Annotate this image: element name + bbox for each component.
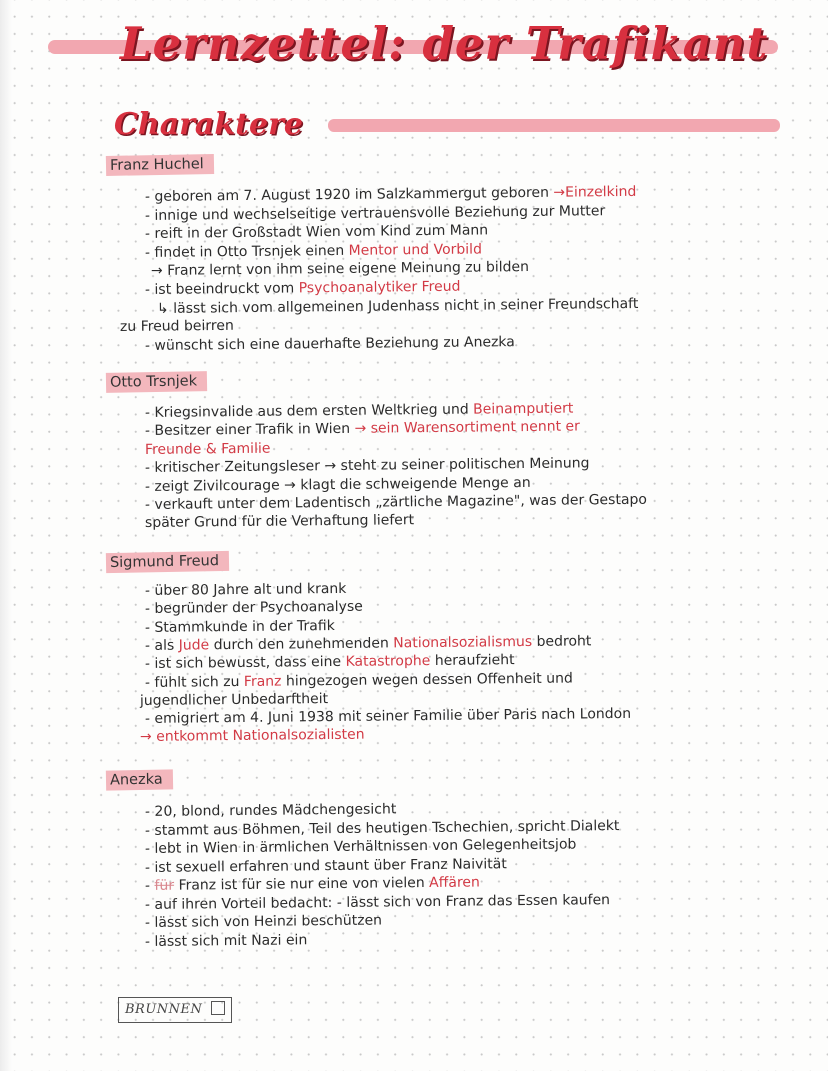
- note-text: jugendlicher Unbedarftheit: [139, 690, 329, 709]
- note-text: heraufzieht: [430, 652, 515, 670]
- logo-mark-icon: [211, 1001, 225, 1015]
- note-highlight-text: Jude: [178, 637, 210, 654]
- note-line: [145, 912, 382, 932]
- note-highlight-text: Katastrophe: [345, 653, 431, 671]
- note-line: [145, 333, 515, 355]
- note-highlight-text: Affären: [429, 874, 480, 892]
- note-text: -: [144, 877, 155, 894]
- note-line: [140, 726, 365, 746]
- character-heading-otto: Otto Trsnjek: [106, 371, 207, 393]
- note-text: - lässt sich von Heinzi beschützen: [144, 912, 383, 931]
- note-highlight-text: Freunde & Familie: [144, 440, 271, 458]
- section-highlight-bar: [328, 119, 780, 132]
- note-highlight-text: Psychoanalytiker Freud: [298, 278, 461, 297]
- note-line: [145, 580, 347, 600]
- note-text: - 20, blond, rundes Mädchengesicht: [144, 801, 397, 820]
- note-text: ↳ lässt sich vom allgemeinen Judenhass nicht in seiner Freundschaft: [156, 295, 639, 317]
- note-text: hingezogen wegen dessen Offenheit und: [281, 670, 573, 690]
- note-line: [145, 278, 461, 299]
- note-highlight-text: Mentor und Vorbild: [348, 241, 483, 259]
- note-line: [145, 632, 592, 655]
- note-text: - geboren am 7. August 1920 im Salzkammergut geboren: [144, 184, 554, 205]
- note-line: [145, 800, 396, 821]
- note-line: [140, 690, 328, 710]
- note-line: [145, 931, 307, 951]
- section-title: Charaktere: [114, 107, 303, 142]
- note-highlight-text: → sein Warensortiment nennt er: [354, 418, 580, 438]
- note-text: - als: [144, 637, 179, 654]
- note-highlight-text: → entkommt Nationalsozialisten: [139, 727, 365, 746]
- note-text: - Kriegsinvalide aus dem ersten Weltkrieg und: [144, 401, 474, 421]
- note-text: - Besitzer einer Trafik in Wien: [144, 421, 355, 440]
- note-text: - ist sexuell erfahren und staunt über Franz Naivität: [144, 855, 507, 876]
- note-text: - stammt aus Böhmen, Teil des heutigen Tschechien, spricht Dialekt: [144, 817, 620, 839]
- note-line: [145, 439, 271, 458]
- logo-text: BRUNNEN: [125, 1002, 203, 1017]
- note-text: für: [154, 877, 175, 894]
- note-line: [145, 418, 580, 441]
- note-text: durch den zunehmenden: [209, 635, 394, 654]
- note-text: - findet in Otto Trsnjek einen: [144, 242, 349, 261]
- note-text: - ist sich bewusst, dass eine: [144, 654, 346, 673]
- note-highlight-text: Nationalsozialismus: [393, 633, 533, 652]
- note-line: [145, 873, 480, 895]
- note-line: [151, 258, 529, 280]
- note-line: [145, 598, 363, 618]
- note-text: → Franz lernt von ihm seine eigene Meinung zu bilden: [150, 259, 530, 280]
- note-text: - begründer der Psychoanalyse: [144, 599, 363, 618]
- note-text: - über 80 Jahre alt und krank: [144, 580, 347, 599]
- brunnen-logo: [118, 997, 232, 1023]
- note-text: - verkauft unter dem Ladentisch „zärtliche Magazine", was der Gestapo: [144, 491, 648, 513]
- note-highlight-text: Franz: [243, 673, 282, 690]
- note-highlight-text: Beinamputiert: [473, 400, 574, 418]
- note-highlight-text: →Einzelkind: [553, 183, 637, 201]
- note-text: - ist beeindruckt vom: [144, 280, 299, 298]
- note-text: - Stammkunde in der Trafik: [144, 617, 335, 636]
- note-text: - kritischer Zeitungsleser → steht zu seiner politischen Meinung: [144, 455, 590, 477]
- note-line: [145, 512, 414, 533]
- note-text: - emigriert am 4. Juni 1938 mit seiner Familie über Paris nach London: [144, 706, 632, 728]
- character-heading-franz: Franz Huchel: [106, 154, 214, 176]
- note-text: - reift in der Großstadt Wien vom Kind zum Mann: [144, 222, 489, 243]
- note-text: zu Freud beirren: [119, 317, 234, 336]
- note-text: - lässt sich mit Nazi ein: [144, 931, 308, 950]
- note-line: [145, 617, 335, 637]
- note-text: - lebt in Wien in ärmlichen Verhältnissen von Gelegenheitsjob: [144, 836, 577, 857]
- note-line: [120, 317, 234, 336]
- note-text: später Grund für die Verhaftung liefert: [144, 512, 415, 532]
- note-text: - zeigt Zivilcourage → klagt die schweigende Menge an: [144, 474, 531, 495]
- page-binding-edge: [0, 0, 12, 1071]
- character-heading-freud: Sigmund Freud: [106, 551, 229, 573]
- note-text: Franz ist für sie nur eine von vielen: [173, 875, 430, 894]
- page-title: Lernzettel: der Trafikant: [120, 17, 769, 70]
- note-text: - fühlt sich zu: [144, 673, 244, 691]
- note-text: - auf ihren Vorteil bedacht: - lässt sich von Franz das Essen kaufen: [144, 891, 611, 913]
- note-text: - wünscht sich eine dauerhafte Beziehung zu Anezka: [144, 333, 515, 354]
- note-line: [145, 669, 573, 691]
- note-line: [145, 705, 631, 728]
- character-heading-anezka: Anezka: [106, 769, 173, 790]
- note-text: - innige und wechselseitige vertrauensvolle Beziehung zur Mutter: [144, 202, 606, 224]
- note-text: bedroht: [532, 633, 592, 650]
- note-line: [145, 835, 577, 858]
